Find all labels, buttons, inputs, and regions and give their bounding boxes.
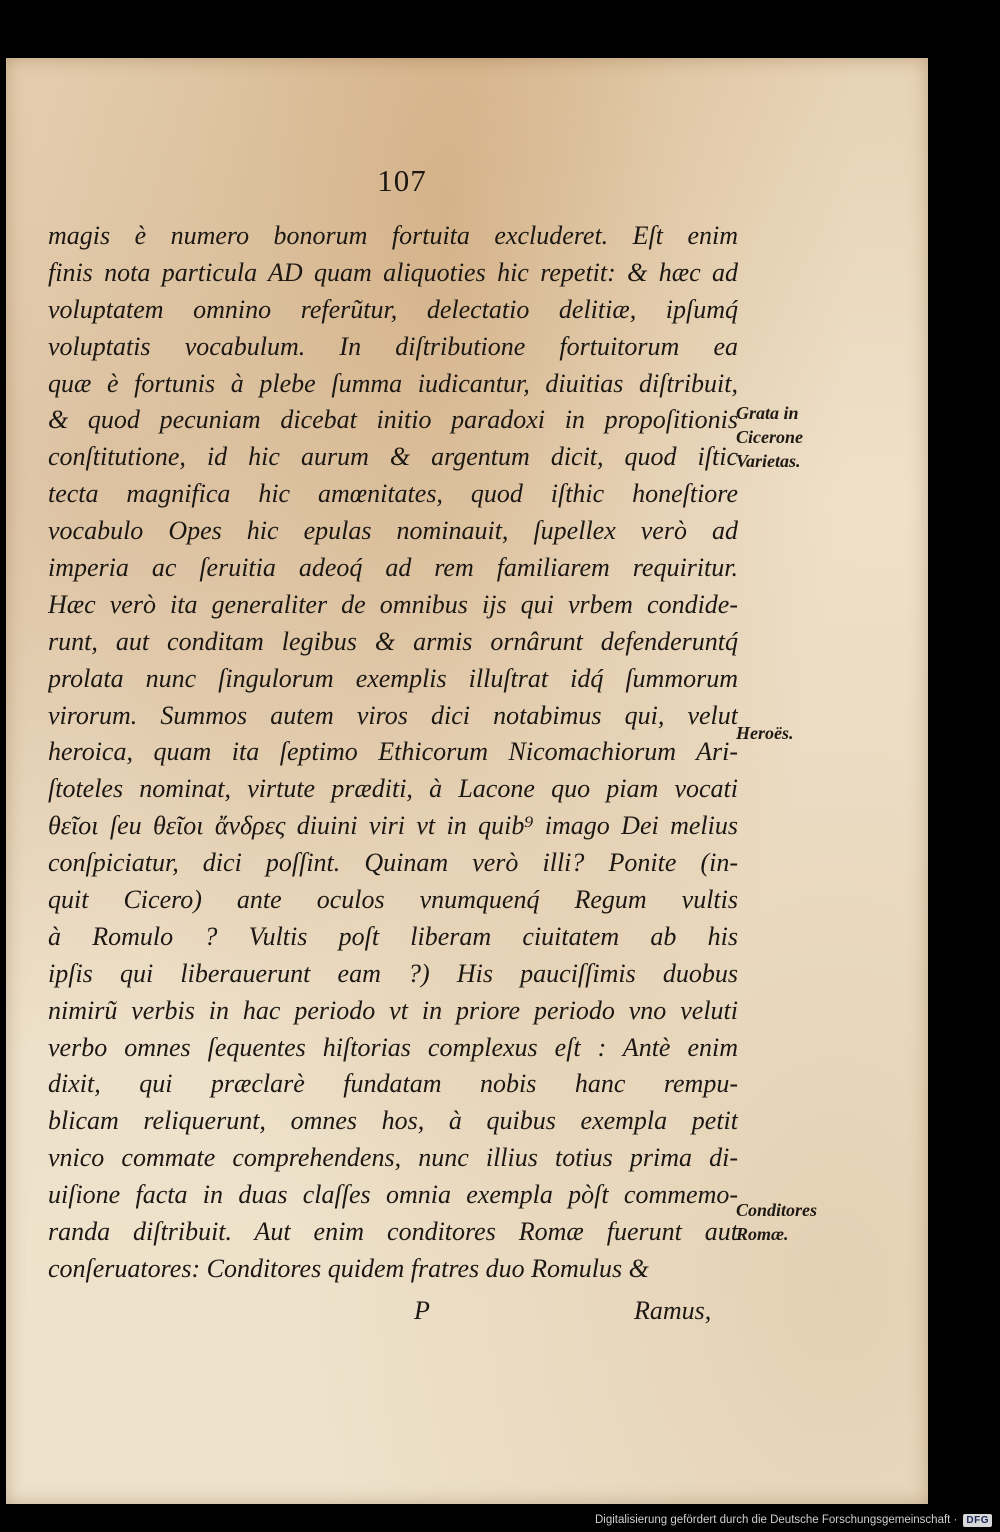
margin-note-heroes <box>736 721 794 745</box>
margin-note-line: Grata in <box>736 403 799 423</box>
text-line: quæ è fortunis à plebe ſumma iudicantur, diuitias diſtribuit, <box>48 368 738 398</box>
text-line: blicam reliquerunt, omnes hos, à quibus exempla petit <box>48 1106 738 1136</box>
text-line: dixit, qui præclarè fundatam nobis hanc rempu- <box>48 1069 738 1099</box>
text-line: prolata nunc ſingulorum exemplis illuſtrat idq́ ſummorum <box>48 663 738 693</box>
text-line: voluptatis vocabulum. In diſtributione fortuitorum ea <box>48 331 738 361</box>
text-line: virorum. Summos autem viros dici notabimus qui, velut <box>48 700 738 730</box>
text-line: randa diſtribuit. Aut enim conditores Romæ fuerunt aut <box>48 1217 738 1247</box>
text-line: ipſis qui liberauerunt eam ?) His pauciſſimis duobus <box>48 958 738 988</box>
signature-mark: P <box>414 1296 430 1325</box>
text-line: magis è numero bonorum fortuita excluderet. Eſt enim <box>48 221 738 250</box>
footer-text: Digitalisierung gefördert durch die Deutsche Forschungsgemeinschaft · <box>594 1514 958 1526</box>
page-number: 107 <box>377 163 427 198</box>
text-line: voluptatem omnino referũtur, delectatio delitiæ, ipſumq́ <box>48 294 738 324</box>
book-page <box>6 58 928 1504</box>
text-line: nimirũ verbis in hac periodo vt in priore periodo vno veluti <box>48 995 738 1025</box>
text-line: verbo omnes ſequentes hiſtorias complexus eſt : Antè enim <box>48 1032 738 1062</box>
text-line: finis nota particula AD quam aliquoties hic repetit: & hæc ad <box>48 257 738 287</box>
text-line: & quod pecuniam dicebat initio paradoxi in propoſitionis <box>48 405 738 435</box>
text-line: imperia ac ſeruitia adeoq́ ad rem familiarem requiritur. <box>48 553 738 583</box>
text-line: runt, aut conditam legibus & armis ornârunt defenderuntq́ <box>48 626 738 656</box>
text-line: conſpiciatur, dici poſſint. Quinam verò illi? Ponite (in- <box>48 848 738 878</box>
digitization-footer <box>560 1508 992 1532</box>
text-line: quit Cicero) ante oculos vnumquenq́ Regum vultis <box>48 885 738 915</box>
margin-note-line: Romæ. <box>736 1224 789 1244</box>
margin-note-grata <box>736 401 803 473</box>
text-line: conſeruatores: Conditores quidem fratres duo Romulus & <box>48 1253 649 1283</box>
text-line: à Romulo ? Vultis poſt liberam ciuitatem ab his <box>48 921 738 951</box>
body-text <box>48 218 738 1288</box>
margin-note-conditores <box>736 1198 817 1246</box>
margin-note-line: Conditores <box>736 1200 818 1220</box>
margin-note-line: Varietas. <box>736 451 801 471</box>
text-line: ſtoteles nominat, virtute præditi, à Lacone quo piam vocati <box>48 774 738 804</box>
text-line: vocabulo Opes hic epulas nominauit, ſupellex verò ad <box>48 516 738 546</box>
margin-note-line: Heroës. <box>736 723 794 743</box>
margin-note-line: Cicerone <box>736 427 803 447</box>
text-line: Hæc verò ita generaliter de omnibus ijs qui vrbem condide- <box>48 589 738 619</box>
text-line: vnico commate comprehendens, nunc illius totius prima di- <box>48 1143 738 1173</box>
text-line: uiſione facta in duas claſſes omnia exempla pòſt commemo- <box>48 1180 738 1210</box>
text-line: heroica, quam ita ſeptimo Ethicorum Nicomachiorum Ari- <box>48 737 738 767</box>
catchword: Ramus, <box>634 1296 712 1325</box>
dfg-logo: DFG <box>963 1514 992 1527</box>
text-line: tecta magnifica hic amœnitates, quod iſthic honeſtiore <box>48 479 738 509</box>
text-line: θεῖοι ſeu θεῖοι ἄνδρες diuini viri vt in quib⁹ imago Dei melius <box>48 811 738 841</box>
text-line: conſtitutione, id hic aurum & argentum dicit, quod iſtic <box>48 442 738 472</box>
